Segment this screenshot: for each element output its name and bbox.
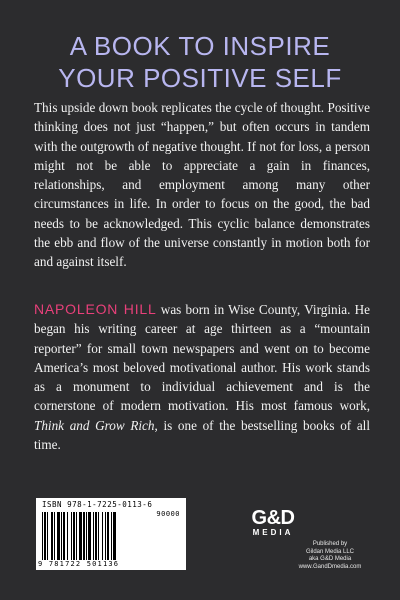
price-code: 90000 — [156, 510, 180, 518]
author-name: NAPOLEON HILL — [34, 301, 157, 317]
publisher-line-4: www.GandDmedia.com — [298, 563, 362, 570]
publisher-info — [290, 541, 370, 571]
publisher-logo — [246, 508, 300, 538]
author-bio — [34, 300, 370, 454]
publisher-line-2: Gildan Media LLC — [305, 548, 355, 555]
book-title: Think and Grow Rich — [34, 417, 155, 433]
headline — [0, 30, 400, 94]
publisher-logo-sub: MEDIA — [252, 528, 294, 537]
isbn-barcode — [36, 498, 186, 570]
author-bio-text-1: was born in Wise County, Virginia. He began his writing career at age thirteen as a “mountain reporter” for small town newspapers and went on to become America’s most beloved motivational author. His work stands as a monument to individual achievement and is the cornerstone of modern motivation. His most famous work, — [34, 302, 370, 414]
author-bio-text-2: , is one of the bestselling books of all time. — [34, 417, 371, 453]
publisher-line-1: Published by — [312, 541, 348, 547]
barcode-digits: 9 781722 501136 — [38, 560, 120, 568]
isbn-label: ISBN 978-1-7225-0113-6 — [42, 500, 153, 509]
barcode-bars — [42, 512, 140, 560]
publisher-line-3: aka G&D Media — [308, 556, 352, 562]
headline-line-1: A BOOK TO INSPIRE — [69, 31, 331, 61]
headline-line-2: YOUR POSITIVE SELF — [58, 63, 342, 93]
publisher-logo-mark: G&D — [251, 507, 295, 529]
book-description: This upside down book replicates the cycle of thought. Positive thinking does not just “happen,” but often occurs in tandem with the outgrowth of negative thought. If not for loss, a person might not be able to appreciate a gain in finances, relationships, and employment among many other circumstances in life. In order to focus on the good, the bad needs to be acknowledged. This cyclic balance demonstrates the ebb and flow of the universe constantly in motion both for and against itself. — [34, 100, 370, 270]
